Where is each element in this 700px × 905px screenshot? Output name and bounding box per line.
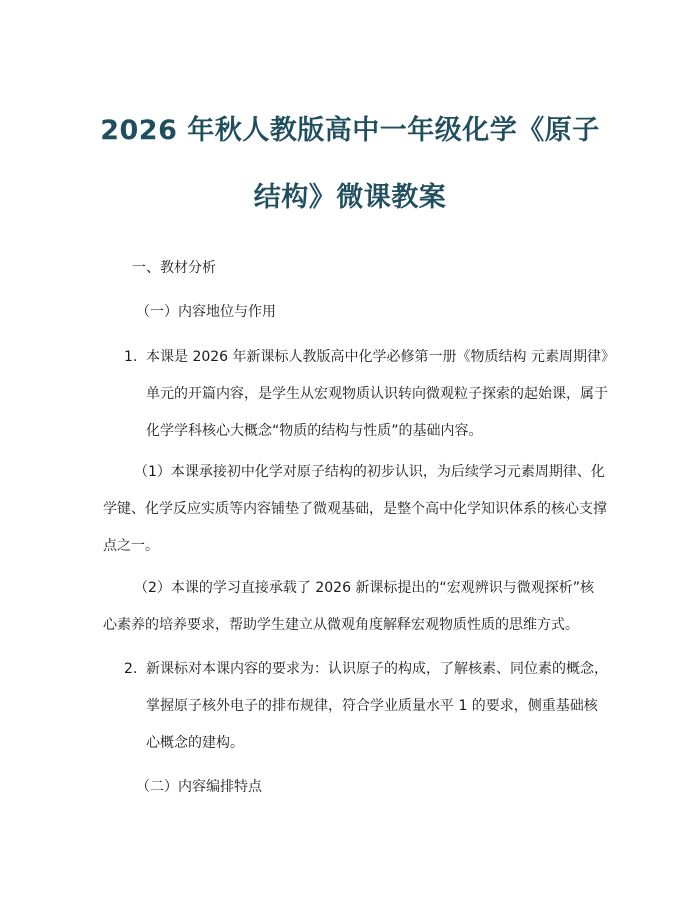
paragraph-1-line-1: （1）本课承接初中化学对原子结构的初步认识，为后续学习元素周期律、化 (134, 464, 605, 480)
subsection-heading-position-role: （一）内容地位与作用 (136, 304, 276, 320)
paragraph-1-line-3: 点之一。 (103, 538, 159, 554)
paragraph-1-line-2: 学键、化学反应实质等内容铺垫了微观基础，是整个高中化学知识体系的核心支撑 (103, 501, 607, 517)
list-item-2-line-1: 新课标对本课内容的要求为：认识原子的构成，了解核素、同位素的概念， (146, 661, 608, 677)
list-item-1-line-1: 本课是 2026 年新课标人教版高中化学必修第一册《物质结构 元素周期律》 (146, 349, 615, 365)
list-item-2-number: 2. (124, 661, 138, 677)
section-heading-textbook-analysis: 一、教材分析 (132, 260, 216, 276)
paragraph-2-line-2: 心素养的培养要求，帮助学生建立从微观角度解释宏观物质性质的思维方式。 (103, 617, 579, 633)
list-item-1-number: 1. (124, 349, 138, 365)
document-title-line-1: 2026 年秋人教版高中一年级化学《原子 (100, 115, 600, 146)
list-item-1-line-2: 单元的开篇内容，是学生从宏观物质认识转向微观粒子探索的起始课，属于 (146, 386, 608, 402)
paragraph-2-line-1: （2）本课的学习直接承载了 2026 新课标提出的“宏观辨识与微观探析”核 (134, 580, 594, 596)
list-item-1-line-3: 化学学科核心大概念“物质的结构与性质”的基础内容。 (146, 423, 483, 439)
document-title-line-2: 结构》微课教案 (253, 182, 447, 213)
list-item-2-line-3: 心概念的建构。 (146, 735, 244, 751)
list-item-2-line-2: 掌握原子核外电子的排布规律，符合学业质量水平 1 的要求，侧重基础核 (146, 698, 598, 714)
subsection-heading-arrangement: （二）内容编排特点 (136, 779, 262, 795)
